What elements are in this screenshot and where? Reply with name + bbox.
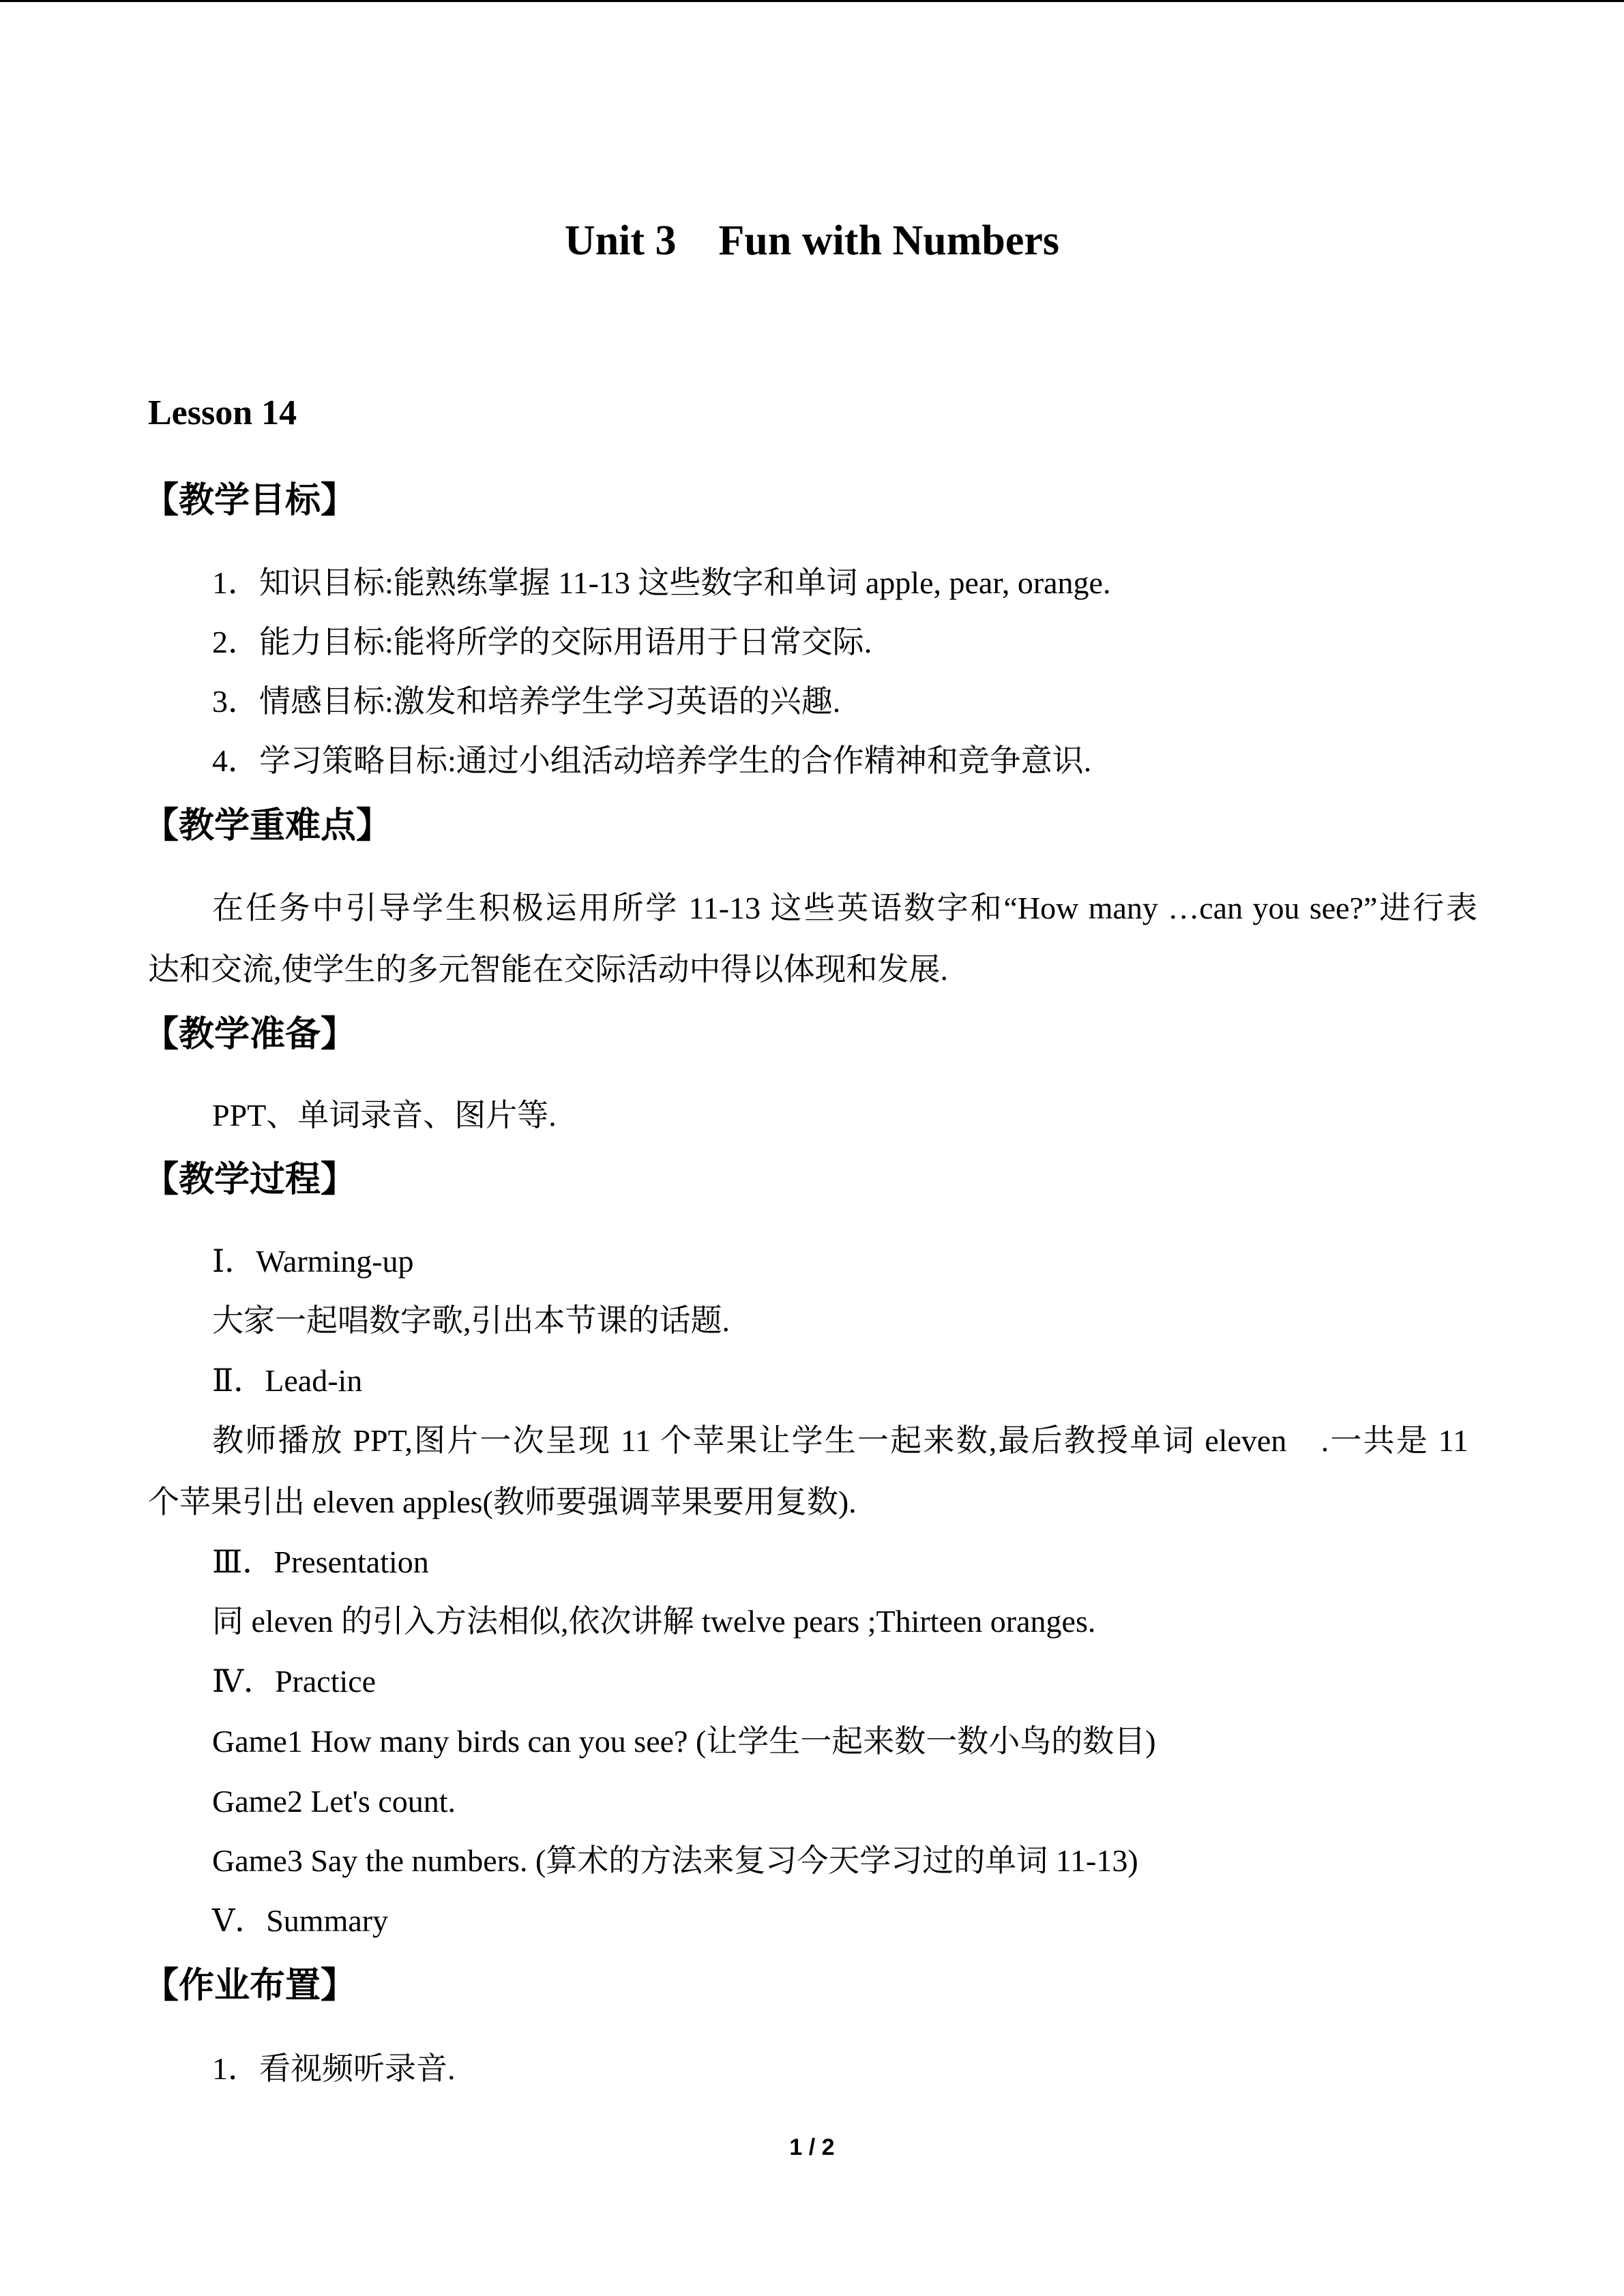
section-heading-objectives: 【教学目标】 xyxy=(143,480,357,521)
process-step-heading: Ⅴ．Summary xyxy=(212,1903,389,1938)
objective-item: 2．能力目标:能将所学的交际用语用于日常交际. xyxy=(212,625,872,659)
section-heading-preparation: 【教学准备】 xyxy=(143,1014,357,1055)
process-line: Game2 Let's count. xyxy=(212,1784,456,1819)
objective-item: 1．知识目标:能熟练掌握 11-13 这些数字和单词 apple, pear, orange. xyxy=(212,565,1111,600)
process-line: Game1 How many birds can you see? (让学生一起来数一数小鸟的数目) xyxy=(212,1724,1156,1759)
process-step-heading: Ⅳ．Practice xyxy=(212,1664,377,1699)
lesson-heading: Lesson 14 xyxy=(148,393,297,432)
key-points-line: 在任务中引导学生积极运用所学 11-13 这些英语数字和“How many …can you see?”进行表 xyxy=(212,891,1477,925)
process-line: 同 eleven 的引入方法相似,依次讲解 twelve pears ;Thirteen oranges. xyxy=(212,1604,1096,1639)
process-step-heading: Ⅲ．Presentation xyxy=(212,1545,429,1579)
process-line: Game3 Say the numbers. (算术的方法来复习今天学习过的单词 11-13) xyxy=(212,1843,1138,1878)
process-step-heading: Ⅱ．Lead-in xyxy=(212,1363,363,1398)
page-top-border xyxy=(0,0,1624,2)
key-points-line: 达和交流,使学生的多元智能在交际活动中得以体现和发展. xyxy=(148,952,948,987)
section-heading-homework: 【作业布置】 xyxy=(143,1965,357,2006)
preparation-text: PPT、单词录音、图片等. xyxy=(212,1098,557,1133)
section-heading-key-points: 【教学重难点】 xyxy=(143,805,392,846)
page-number: 1 / 2 xyxy=(789,2134,835,2160)
homework-item: 1．看视频听录音. xyxy=(212,2051,456,2086)
process-line: 教师播放 PPT,图片一次呈现 11 个苹果让学生一起来数,最后教授单词 eleven .一共是 11 xyxy=(212,1423,1468,1458)
objective-item: 3．情感目标:激发和培养学生学习英语的兴趣. xyxy=(212,684,841,719)
objective-item: 4．学习策略目标:通过小组活动培养学生的合作精神和竞争意识. xyxy=(212,743,1092,778)
process-step-heading: Ⅰ．Warming-up xyxy=(212,1244,414,1279)
process-line: 个苹果引出 eleven apples(教师要强调苹果要用复数). xyxy=(148,1485,857,1519)
page-title: Unit 3 Fun with Numbers xyxy=(564,218,1060,264)
process-line: 大家一起唱数字歌,引出本节课的话题. xyxy=(212,1303,730,1338)
section-heading-process: 【教学过程】 xyxy=(143,1159,357,1200)
